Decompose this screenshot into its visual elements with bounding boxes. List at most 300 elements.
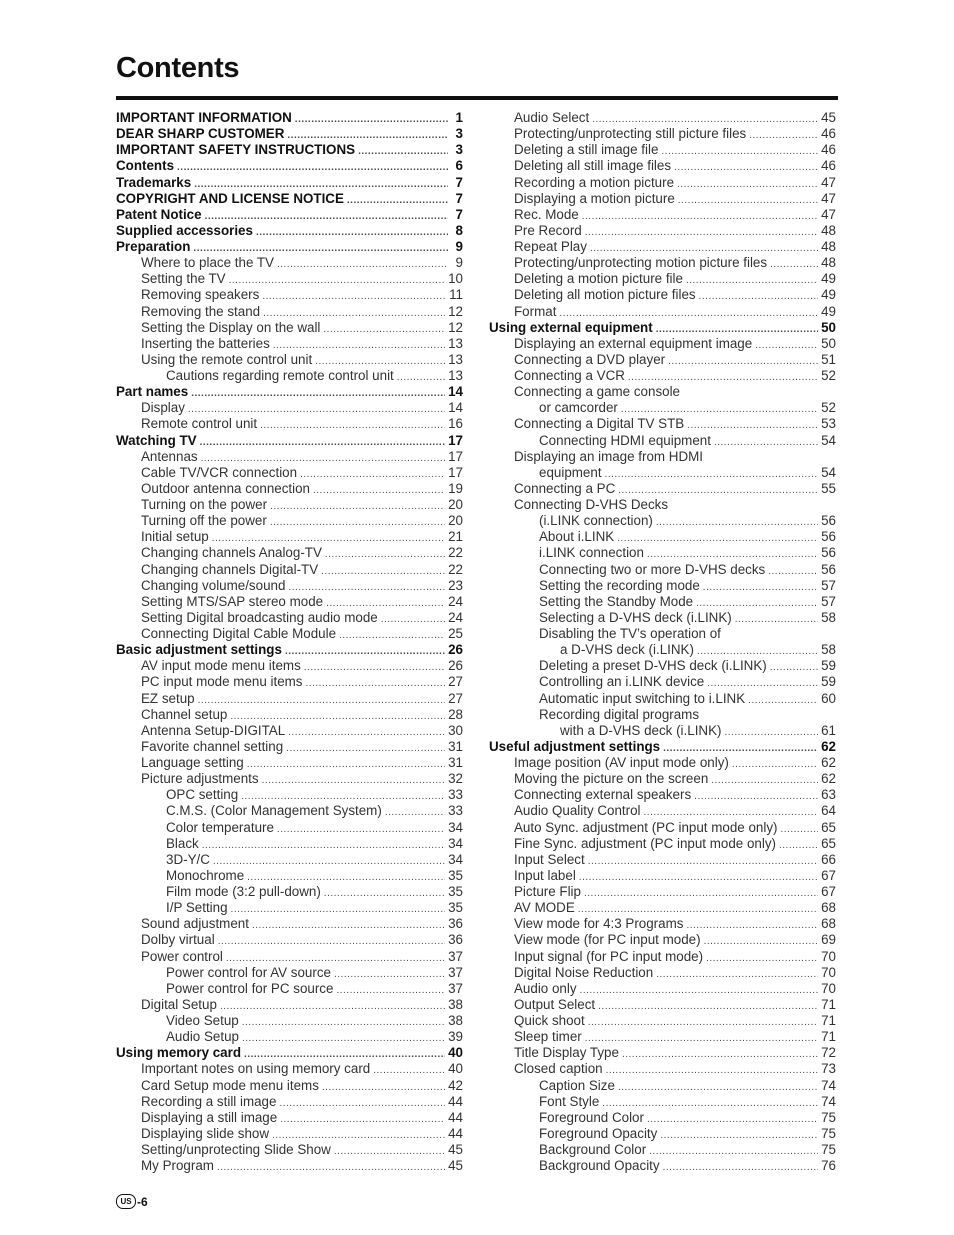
toc-entry-title: Channel setup (141, 706, 228, 722)
dot-leader (285, 644, 445, 660)
toc-entry-page: 3 (455, 126, 463, 142)
toc-entry-page: 75 (821, 1109, 836, 1125)
toc-entry-page: 35 (448, 900, 463, 916)
dot-leader (582, 209, 818, 225)
toc-entry[interactable] (116, 271, 463, 287)
toc-entry[interactable] (489, 610, 836, 626)
toc-entry[interactable] (489, 1126, 836, 1142)
toc-entry-title: IMPORTANT INFORMATION (116, 110, 292, 125)
toc-entry[interactable] (116, 932, 463, 948)
toc-entry[interactable] (489, 1078, 836, 1094)
toc-entry[interactable] (489, 255, 836, 271)
toc-entry[interactable] (489, 271, 836, 287)
toc-section[interactable] (116, 384, 463, 400)
toc-entry[interactable] (116, 626, 463, 642)
toc-entry[interactable] (116, 1142, 463, 1158)
toc-entry[interactable] (489, 787, 836, 803)
dot-leader (277, 822, 445, 838)
dot-leader (585, 1031, 818, 1047)
toc-entry-title: Setting MTS/SAP stereo mode (141, 593, 324, 609)
dot-leader (385, 805, 445, 821)
toc-entry-page: 71 (821, 1013, 836, 1028)
toc-entry-page: 33 (448, 803, 463, 819)
toc-entry-title: COPYRIGHT AND LICENSE NOTICE (116, 190, 344, 206)
toc-entry[interactable] (489, 1029, 836, 1045)
toc-entry-title: Moving the picture on the screen (514, 771, 709, 787)
toc-entry-page: 27 (448, 690, 463, 706)
toc-entry-title: Removing the stand (141, 303, 261, 319)
toc-entry-title: Audio Quality Control (514, 803, 641, 819)
toc-entry[interactable] (116, 884, 463, 900)
toc-entry[interactable] (489, 916, 836, 932)
toc-entry-title: Inserting the batteries (141, 335, 270, 351)
dot-leader (270, 499, 445, 515)
toc-column-right (489, 110, 836, 1174)
toc-entry-page: 45 (821, 110, 836, 125)
dot-leader (231, 902, 446, 918)
toc-entry-page: 75 (821, 1142, 836, 1157)
toc-entry-page: 28 (448, 706, 463, 722)
toc-entry[interactable] (116, 287, 463, 303)
toc-entry[interactable] (116, 368, 463, 384)
dot-leader (200, 435, 446, 451)
toc-entry-page: 13 (448, 351, 463, 367)
toc-entry[interactable] (489, 868, 836, 884)
toc-entry-page: 31 (448, 755, 463, 770)
dot-leader (668, 354, 818, 370)
toc-entry-title: Sound adjustment (141, 916, 249, 932)
toc-entry[interactable] (116, 529, 463, 545)
toc-entry-title: Auto Sync. adjustment (PC input mode only) (514, 819, 778, 835)
dot-leader (580, 983, 819, 999)
toc-entry-title: Turning on the power (141, 497, 268, 512)
toc-entry[interactable] (489, 755, 836, 771)
toc-entry-title: Displaying an external equipment image (514, 335, 753, 351)
dot-leader (770, 257, 818, 273)
toc-entry-page: 45 (448, 1142, 463, 1157)
toc-entry-page: 67 (821, 867, 836, 883)
dot-leader (694, 789, 818, 805)
toc-entry[interactable] (116, 836, 463, 852)
toc-entry[interactable] (116, 868, 463, 884)
toc-entry[interactable] (116, 787, 463, 803)
toc-entry[interactable] (116, 497, 463, 513)
toc-entry[interactable] (489, 352, 836, 368)
toc-section[interactable] (116, 142, 463, 158)
toc-entry[interactable] (116, 400, 463, 416)
toc-entry[interactable] (489, 384, 836, 400)
toc-entry[interactable] (489, 175, 836, 191)
toc-entry-title: Connecting two or more D-VHS decks (539, 561, 766, 577)
toc-entry[interactable] (489, 578, 836, 594)
dot-leader (585, 225, 818, 241)
dot-leader (779, 838, 818, 854)
toc-entry[interactable] (116, 674, 463, 690)
toc-entry-page: 65 (821, 819, 836, 835)
toc-entry[interactable] (489, 997, 836, 1013)
toc-entry[interactable] (116, 852, 463, 868)
toc-entry[interactable] (489, 642, 836, 658)
toc-entry-title: Monochrome (166, 867, 245, 883)
toc-entry-title: I/P Setting (166, 900, 228, 916)
toc-entry-title: Background Color (539, 1142, 647, 1157)
toc-entry-page: 14 (448, 384, 463, 400)
toc-entry-page: 56 (821, 513, 836, 529)
toc-entry-title: (i.LINK connection) (539, 513, 653, 529)
toc-entry-page: 51 (821, 351, 836, 367)
us-region-icon: US (116, 1194, 136, 1209)
dot-leader (247, 757, 445, 773)
toc-entry[interactable] (116, 1061, 463, 1077)
toc-section[interactable] (116, 158, 463, 174)
toc-entry[interactable] (116, 578, 463, 594)
toc-entry-title: Disabling the TV’s operation of (539, 626, 721, 641)
toc-entry-title: Connecting a VCR (514, 368, 625, 383)
toc-section[interactable] (116, 191, 463, 207)
toc-entry-page: 36 (448, 932, 463, 948)
toc-entry[interactable] (489, 884, 836, 900)
toc-entry-title: Input label (514, 867, 576, 883)
toc-entry-title: Black (166, 835, 199, 851)
toc-entry-title: Foreground Opacity (539, 1125, 658, 1141)
toc-entry[interactable] (489, 771, 836, 787)
toc-entry[interactable] (116, 610, 463, 626)
toc-entry[interactable] (489, 965, 836, 981)
toc-entry-title: Protecting/unprotecting still picture files (514, 126, 747, 142)
toc-entry-page: 62 (821, 771, 836, 787)
toc-entry-page: 40 (448, 1045, 463, 1061)
toc-entry-title: Patent Notice (116, 206, 202, 222)
toc-entry[interactable] (116, 820, 463, 836)
dot-leader (677, 177, 818, 193)
toc-entry[interactable] (116, 416, 463, 432)
toc-section[interactable] (116, 1045, 463, 1061)
dot-leader (755, 338, 818, 354)
toc-entry-page: 62 (821, 755, 836, 770)
toc-entry[interactable] (489, 239, 836, 255)
toc-entry[interactable] (489, 1110, 836, 1126)
toc-entry-page: 11 (449, 287, 463, 303)
toc-entry-title: Background Opacity (539, 1158, 660, 1174)
toc-entry[interactable] (116, 545, 463, 561)
toc-entry-page: 48 (821, 222, 836, 238)
toc-section[interactable] (489, 739, 836, 755)
toc-entry-title: View mode for 4:3 Programs (514, 916, 684, 932)
dot-leader (262, 289, 446, 305)
toc-entry[interactable] (116, 949, 463, 965)
toc-entry-page: 17 (448, 432, 463, 448)
toc-entry[interactable] (116, 965, 463, 981)
toc-entry-page: 8 (455, 222, 463, 238)
dot-leader (661, 144, 818, 160)
toc-entry[interactable] (489, 1013, 836, 1029)
toc-entry[interactable] (489, 981, 836, 997)
dot-leader (579, 870, 818, 886)
toc-entry[interactable] (489, 158, 836, 174)
toc-entry[interactable] (116, 1126, 463, 1142)
toc-entry-page: 46 (821, 126, 836, 142)
toc-entry-page: 57 (821, 577, 836, 593)
toc-entry-page: 67 (821, 884, 836, 899)
toc-entry-page: 34 (448, 835, 463, 851)
toc-entry-page: 57 (821, 593, 836, 609)
toc-entry[interactable] (489, 1158, 836, 1174)
toc-section[interactable] (116, 223, 463, 239)
toc-entry[interactable] (489, 304, 836, 320)
toc-entry-page: 68 (821, 900, 836, 916)
toc-entry-page: 35 (448, 884, 463, 899)
toc-entry[interactable] (116, 465, 463, 481)
toc-column-left (116, 110, 463, 1174)
toc-entry[interactable] (116, 739, 463, 755)
toc-entry[interactable] (116, 1078, 463, 1094)
toc-entry[interactable] (116, 320, 463, 336)
dot-leader (358, 144, 448, 160)
toc-entry-title: Output Select (514, 996, 596, 1012)
dot-leader (686, 273, 818, 289)
toc-entry-title: Watching TV (116, 432, 197, 448)
toc-entry-title: Remote control unit (141, 416, 258, 432)
toc-section[interactable] (116, 239, 463, 255)
toc-entry-page: 56 (821, 529, 836, 545)
toc-entry[interactable] (489, 465, 836, 481)
toc-entry-page: 44 (448, 1125, 463, 1141)
toc-entry-title: Fine Sync. adjustment (PC input mode only) (514, 835, 776, 851)
toc-entry-page: 26 (448, 658, 463, 674)
dot-leader (703, 580, 818, 596)
dot-leader (770, 660, 818, 676)
dot-leader (711, 773, 818, 789)
toc-entry[interactable] (489, 287, 836, 303)
toc-section[interactable] (116, 175, 463, 191)
toc-entry-title: Quick shoot (514, 1013, 585, 1028)
toc-section[interactable] (489, 320, 836, 336)
toc-entry-title: Sleep timer (514, 1029, 582, 1045)
toc-entry[interactable] (116, 449, 463, 465)
toc-entry[interactable] (116, 255, 463, 271)
toc-entry[interactable] (489, 223, 836, 239)
toc-entry[interactable] (116, 1029, 463, 1045)
toc-entry-title: Basic adjustment settings (116, 642, 282, 658)
toc-entry[interactable] (116, 755, 463, 771)
toc-entry-page: 13 (448, 368, 463, 383)
toc-entry-title: Title Display Type (514, 1045, 619, 1061)
dot-leader (647, 1112, 818, 1128)
dot-leader (339, 628, 445, 644)
toc-entry-title: Display (141, 400, 185, 416)
toc-entry[interactable] (489, 529, 836, 545)
toc-entry-title: Video Setup (166, 1013, 239, 1028)
toc-entry[interactable] (489, 368, 836, 384)
toc-entry-page: 24 (448, 593, 463, 609)
toc-entry-page: 46 (821, 142, 836, 158)
toc-entry-page: 40 (448, 1061, 463, 1077)
dot-leader (256, 225, 448, 241)
dot-leader (588, 854, 818, 870)
toc-entry-page: 54 (821, 464, 836, 480)
toc-entry[interactable] (116, 352, 463, 368)
toc-entry[interactable] (489, 803, 836, 819)
toc-entry-page: 71 (821, 1029, 836, 1045)
toc-entry-page: 14 (448, 400, 463, 416)
toc-entry-title: Part names (116, 384, 189, 400)
toc-entry[interactable] (489, 1045, 836, 1061)
toc-entry-title: Repeat Play (514, 239, 587, 254)
toc-section[interactable] (116, 110, 463, 126)
toc-entry-title: Setting Digital broadcasting audio mode (141, 609, 378, 625)
toc-entry[interactable] (489, 836, 836, 852)
dot-leader (617, 531, 818, 547)
dot-leader (381, 612, 445, 628)
toc-entry-title: Input signal (for PC input mode) (514, 948, 704, 964)
toc-entry[interactable] (489, 852, 836, 868)
toc-entry[interactable] (489, 594, 836, 610)
toc-entry-title: AV input mode menu items (141, 658, 301, 674)
toc-entry-page: 55 (821, 480, 836, 496)
toc-entry[interactable] (116, 803, 463, 819)
toc-entry[interactable] (489, 658, 836, 674)
toc-entry-title: Recording digital programs (539, 706, 700, 722)
toc-entry[interactable] (116, 1013, 463, 1029)
toc-entry-title: Contents (116, 158, 175, 174)
toc-entry[interactable] (116, 691, 463, 707)
toc-entry[interactable] (489, 449, 836, 465)
toc-entry-title: Audio Select (514, 110, 590, 125)
toc-entry-page: 58 (821, 609, 836, 625)
toc-entry[interactable] (116, 304, 463, 320)
dot-leader (218, 934, 445, 950)
dot-leader (649, 1144, 818, 1160)
toc-entry-page: 3 (455, 142, 463, 158)
toc-entry-title: Audio only (514, 980, 577, 996)
toc-entry[interactable] (489, 900, 836, 916)
toc-section[interactable] (116, 642, 463, 658)
toc-entry-page: 27 (448, 674, 463, 690)
dot-leader (280, 1112, 445, 1128)
toc-entry-title: View mode (for PC input mode) (514, 932, 701, 948)
toc-entry-title: Font Style (539, 1093, 600, 1109)
toc-section[interactable] (116, 433, 463, 449)
toc-entry[interactable] (116, 1158, 463, 1174)
toc-entry-title: OPC setting (166, 787, 239, 803)
dot-leader (605, 467, 819, 483)
toc-entry-page: 42 (448, 1077, 463, 1093)
toc-entry[interactable] (116, 1094, 463, 1110)
toc-entry[interactable] (489, 416, 836, 432)
toc-entry-title: 3D-Y/C (166, 851, 210, 867)
dot-leader (660, 1128, 818, 1144)
dot-leader (336, 983, 445, 999)
toc-entry[interactable] (489, 674, 836, 690)
toc-section[interactable] (116, 207, 463, 223)
toc-entry-page: 75 (821, 1125, 836, 1141)
dot-leader (724, 725, 818, 741)
toc-entry[interactable] (489, 562, 836, 578)
toc-entry[interactable] (116, 1110, 463, 1126)
toc-entry[interactable] (489, 949, 836, 965)
toc-entry-page: 74 (821, 1093, 836, 1109)
toc-entry-title: Connecting a PC (514, 480, 616, 496)
toc-entry-title: Connecting Digital Cable Module (141, 626, 337, 641)
toc-entry[interactable] (116, 481, 463, 497)
toc-entry[interactable] (116, 981, 463, 997)
toc-entry-page: 25 (448, 626, 463, 641)
toc-entry-page: 74 (821, 1077, 836, 1093)
toc-entry-page: 53 (821, 416, 836, 432)
toc-entry[interactable] (489, 1142, 836, 1158)
toc-entry[interactable] (489, 545, 836, 561)
page-number: -6 (137, 1194, 148, 1209)
toc-entry-title: Preparation (116, 239, 191, 254)
toc-entry-title: DEAR SHARP CUSTOMER (116, 126, 285, 142)
toc-entry[interactable] (489, 110, 836, 126)
toc-entry[interactable] (116, 336, 463, 352)
toc-entry[interactable] (116, 562, 463, 578)
toc-entry[interactable] (489, 691, 836, 707)
toc-entry[interactable] (116, 513, 463, 529)
toc-entry-title: Turning off the power (141, 513, 267, 529)
toc-entry[interactable] (116, 771, 463, 787)
toc-section[interactable] (116, 126, 463, 142)
toc-entry-title: Dolby virtual (141, 932, 215, 948)
toc-entry[interactable] (489, 707, 836, 723)
toc-entry[interactable] (489, 433, 836, 449)
toc-entry[interactable] (116, 997, 463, 1013)
dot-leader (622, 1047, 818, 1063)
toc-entry[interactable] (489, 932, 836, 948)
toc-entry[interactable] (116, 723, 463, 739)
toc-entry[interactable] (489, 142, 836, 158)
toc-entry-page: 49 (821, 271, 836, 287)
toc-entry[interactable] (116, 658, 463, 674)
toc-entry[interactable] (116, 707, 463, 723)
dot-leader (323, 322, 445, 338)
toc-entry-page: 16 (448, 416, 463, 432)
dot-leader (748, 693, 818, 709)
toc-entry[interactable] (489, 513, 836, 529)
toc-entry[interactable] (489, 820, 836, 836)
dot-leader (321, 564, 445, 580)
toc-entry[interactable] (489, 191, 836, 207)
toc-entry[interactable] (489, 723, 836, 739)
toc-entry-page: 48 (821, 239, 836, 254)
toc-entry[interactable] (116, 594, 463, 610)
toc-entry-page: 70 (821, 980, 836, 996)
toc-entry[interactable] (489, 126, 836, 142)
toc-entry[interactable] (489, 400, 836, 416)
toc-entry[interactable] (116, 916, 463, 932)
toc-entry-page: 35 (448, 867, 463, 883)
toc-entry-page: 24 (448, 609, 463, 625)
page-title: Contents (116, 52, 240, 84)
title-rule (116, 96, 838, 100)
toc-entry[interactable] (489, 1061, 836, 1077)
dot-leader (177, 160, 448, 176)
dot-leader (656, 967, 818, 983)
toc-entry[interactable] (489, 336, 836, 352)
toc-entry-page: 37 (448, 964, 463, 980)
toc-entry-title: Film mode (3:2 pull-down) (166, 884, 321, 899)
toc-entry-title: Connecting a DVD player (514, 351, 666, 367)
toc-entry[interactable] (489, 626, 836, 642)
toc-entry[interactable] (489, 207, 836, 223)
toc-entry[interactable] (489, 481, 836, 497)
toc-entry[interactable] (116, 900, 463, 916)
toc-entry[interactable] (489, 497, 836, 513)
dot-leader (198, 693, 446, 709)
toc-entry[interactable] (489, 1094, 836, 1110)
toc-entry-page: 1 (455, 110, 463, 125)
